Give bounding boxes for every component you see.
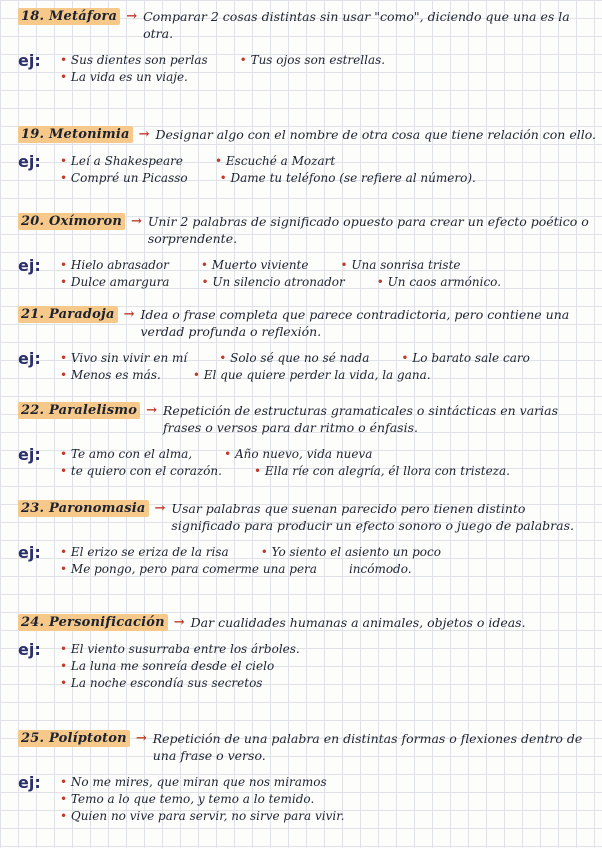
example-item: • La luna me sonreía desde el cielo (60, 658, 274, 675)
term-name: Paradoja (48, 307, 115, 322)
examples-block (18, 446, 596, 480)
example-item: • El erizo se eriza de la risa (60, 544, 229, 561)
example-item: • Dulce amargura (60, 274, 169, 291)
example-row (60, 641, 596, 658)
example-item: • Hielo abrasador (60, 257, 169, 274)
term-number: 21. (21, 307, 45, 322)
figure-section (18, 500, 596, 578)
term-name: Metáfora (48, 9, 118, 24)
term-name: Oxímoron (48, 214, 122, 229)
examples-block (18, 52, 596, 86)
section-heading (18, 402, 596, 436)
example-row (60, 52, 596, 69)
figure-section (18, 213, 596, 291)
term-number: 22. (21, 403, 45, 418)
term-number: 24. (21, 615, 45, 630)
example-row (60, 658, 596, 675)
example-item: • Un silencio atronador (201, 274, 344, 291)
ej-label: ej: (18, 152, 41, 171)
example-item: • Año nuevo, vida nueva (224, 446, 372, 463)
example-row (60, 675, 596, 692)
term-label (18, 126, 133, 143)
section-heading (18, 126, 596, 143)
right-arrow-icon: → (126, 9, 138, 24)
section-heading (18, 306, 596, 340)
definition-text: Unir 2 palabras de significado opuesto para crear un efecto poético o sorprendente. (147, 214, 589, 246)
figure-section (18, 402, 596, 480)
term-label (18, 730, 130, 747)
example-item: • te quiero con el corazón. (60, 463, 222, 480)
term-label (18, 402, 140, 419)
example-item: • Te amo con el alma, (60, 446, 192, 463)
term-name: Paronomasia (48, 501, 146, 516)
example-row (60, 808, 596, 825)
example-row (60, 170, 596, 187)
definition-text: Usar palabras que suenan parecido pero tienen distinto significado para producir un efecto sonoro o juego de palabras. (171, 501, 574, 533)
example-item: • Una sonrisa triste (340, 257, 460, 274)
definition-text: Repetición de estructuras gramaticales o sintácticas en varias frases o versos para dar ritmo o énfasis. (163, 403, 558, 435)
example-row (60, 367, 596, 384)
example-item: • Compré un Picasso (60, 170, 188, 187)
definition-text: Dar cualidades humanas a animales, objetos o ideas. (190, 615, 526, 630)
right-arrow-icon: → (138, 127, 150, 142)
example-item: • Quien no vive para servir, no sirve para vivir. (60, 808, 344, 825)
right-arrow-icon: → (146, 403, 158, 418)
figure-section (18, 306, 596, 384)
right-arrow-icon: → (173, 615, 185, 630)
term-label (18, 8, 120, 25)
example-row (60, 350, 596, 367)
example-item: • La noche escondía sus secretos (60, 675, 262, 692)
examples-block (18, 774, 596, 825)
example-item: • La vida es un viaje. (60, 69, 188, 86)
examples-block (18, 350, 596, 384)
example-item: • Lo barato sale caro (401, 350, 529, 367)
definition-text: Idea o frase completa que parece contradictoria, pero contiene una verdad profunda o reflexión. (140, 307, 570, 339)
figure-section (18, 8, 596, 86)
term-name: Paralelismo (48, 403, 138, 418)
example-row (60, 561, 596, 578)
example-item: • Un caos armónico. (377, 274, 501, 291)
ej-label: ej: (18, 543, 41, 562)
example-row (60, 544, 596, 561)
term-number: 19. (21, 127, 45, 142)
definition-text: Repetición de una palabra en distintas formas o flexiones dentro de una frase o verso. (152, 731, 583, 763)
example-item: • El viento susurraba entre los árboles. (60, 641, 300, 658)
example-row (60, 791, 596, 808)
example-item: • Solo sé que no sé nada (219, 350, 369, 367)
term-label (18, 500, 149, 517)
example-item: • Yo siento el asiento un poco (261, 544, 441, 561)
example-item: • Tus ojos son estrellas. (240, 52, 385, 69)
example-item: incómodo. (348, 562, 412, 576)
section-heading (18, 213, 596, 247)
ej-label: ej: (18, 445, 41, 464)
example-row (60, 463, 596, 480)
term-label (18, 614, 168, 631)
figure-section (18, 730, 596, 825)
example-row (60, 257, 596, 274)
definition-text: Comparar 2 cosas distintas sin usar "como", diciendo que una es la otra. (143, 9, 570, 41)
examples-block (18, 544, 596, 578)
definition-text: Designar algo con el nombre de otra cosa que tiene relación con ello. (155, 127, 596, 142)
term-number: 23. (21, 501, 45, 516)
example-item: • El que quiere perder la vida, la gana. (193, 367, 431, 384)
right-arrow-icon: → (123, 307, 135, 322)
ej-label: ej: (18, 256, 41, 275)
example-item: • Ella ríe con alegría, él llora con tristeza. (254, 463, 510, 480)
figure-section (18, 126, 596, 187)
term-label (18, 306, 118, 323)
right-arrow-icon: → (130, 214, 142, 229)
example-item: • Muerto viviente (201, 257, 309, 274)
section-heading (18, 500, 596, 534)
term-name: Metonimia (48, 127, 130, 142)
example-item: • Temo a lo que temo, y temo a lo temido. (60, 791, 314, 808)
ej-label: ej: (18, 349, 41, 368)
example-row (60, 774, 596, 791)
ej-label: ej: (18, 773, 41, 792)
example-item: • No me mires, que miran que nos miramos (60, 774, 327, 791)
term-number: 25. (21, 731, 45, 746)
term-number: 20. (21, 214, 45, 229)
section-heading (18, 614, 596, 631)
example-item: • Me pongo, pero para comerme una pera (60, 561, 317, 578)
ej-label: ej: (18, 51, 41, 70)
example-item: • Escuché a Mozart (215, 153, 335, 170)
right-arrow-icon: → (135, 731, 147, 746)
ej-label: ej: (18, 640, 41, 659)
right-arrow-icon: → (154, 501, 166, 516)
example-item: • Sus dientes son perlas (60, 52, 208, 69)
term-name: Personificación (48, 615, 165, 630)
examples-block (18, 153, 596, 187)
example-item: • Dame tu teléfono (se refiere al número). (220, 170, 476, 187)
example-row (60, 446, 596, 463)
example-row (60, 69, 596, 86)
term-number: 18. (21, 9, 45, 24)
term-label (18, 213, 125, 230)
section-heading (18, 730, 596, 764)
example-item: • Leí a Shakespeare (60, 153, 183, 170)
example-item: • Menos es más. (60, 367, 161, 384)
term-name: Políptoton (48, 731, 127, 746)
examples-block (18, 641, 596, 692)
example-row (60, 274, 596, 291)
example-item: • Vivo sin vivir en mí (60, 350, 187, 367)
figure-section (18, 614, 596, 692)
examples-block (18, 257, 596, 291)
section-heading (18, 8, 596, 42)
example-row (60, 153, 596, 170)
